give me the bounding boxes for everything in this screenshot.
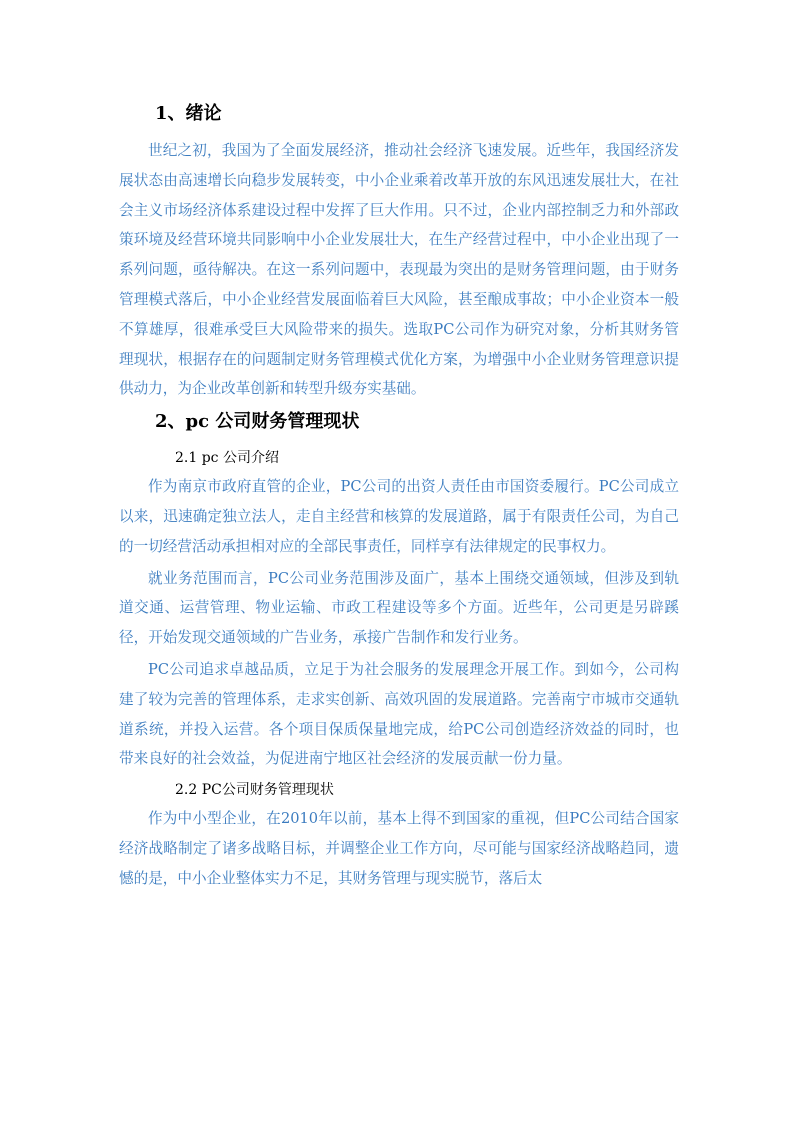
subsection-2-2-heading: 2.2 PC公司财务管理现状 [175,782,334,799]
subsection-2-1-paragraph-2: 就业务范围而言，PC公司业务范围涉及面广，基本上围绕交通领域，但涉及到轨道交通、运营管理、物业运输、市政工程建设等多个方面。近些年，公司更是另辟蹊径，开始发现交通领域的广告业务，承接广告制作和发行业务。 [119,569,679,647]
section-2-heading: 2、pc 公司财务管理现状 [155,411,360,433]
section-1-paragraph: 世纪之初，我国为了全面发展经济，推动社会经济飞速发展。近些年，我国经济发展状态由高速增长向稳步发展转变，中小企业乘着改革开放的东风迅速发展壮大，在社会主义市场经济体系建设过程中发挥了巨大作用。只不过，企业内部控制乏力和外部政策环境及经营环境共同影响中小企业发展壮大，在生产经营过程中，中小企业出现了一系列问题，亟待解决。在这一系列问题中，表现最为突出的是财务管理问题，由于财务管理模式落后，中小企业经营发展面临着巨大风险，甚至酿成事故；中小企业资本一般不算雄厚，很难承受巨大风险带来的损失。选取PC公司作为研究对象，分析其财务管理现状，根据存在的问题制定财务管理模式优化方案，为增强中小企业财务管理意识提供动力，为企业改革创新和转型升级夯实基础。 [119,142,679,398]
subsection-2-1-paragraph-1: 作为南京市政府直管的企业，PC公司的出资人责任由市国资委履行。PC公司成立以来，迅速确定独立法人，走自主经营和核算的发展道路，属于有限责任公司，为自己的一切经营活动承担相对应的全部民事责任，同样享有法律规定的民事权力。 [119,478,679,555]
section-1-heading: 1、绪论 [155,103,222,124]
subsection-2-2-paragraph-1: 作为中小型企业，在2010年以前，基本上得不到国家的重视，但PC公司结合国家经济战略制定了诸多战略目标，并调整企业工作方向，尽可能与国家经济战略趋同，遗憾的是，中小企业整体实力不足，其财务管理与现实脱节，落后太 [119,810,679,887]
subsection-2-1-heading: 2.1 pc 公司介绍 [175,450,279,467]
document-body [119,100,679,896]
subsection-2-1-paragraph-3: PC公司追求卓越品质，立足于为社会服务的发展理念开展工作。到如今，公司构建了较为完善的管理体系，走求实创新、高效巩固的发展道路。完善南宁市城市交通轨道系统，并投入运营。各个项目保质保量地完成，给PC公司创造经济效益的同时，也带来良好的社会效益，为促进南宁地区社会经济的发展贡献一份力量。 [119,660,679,768]
